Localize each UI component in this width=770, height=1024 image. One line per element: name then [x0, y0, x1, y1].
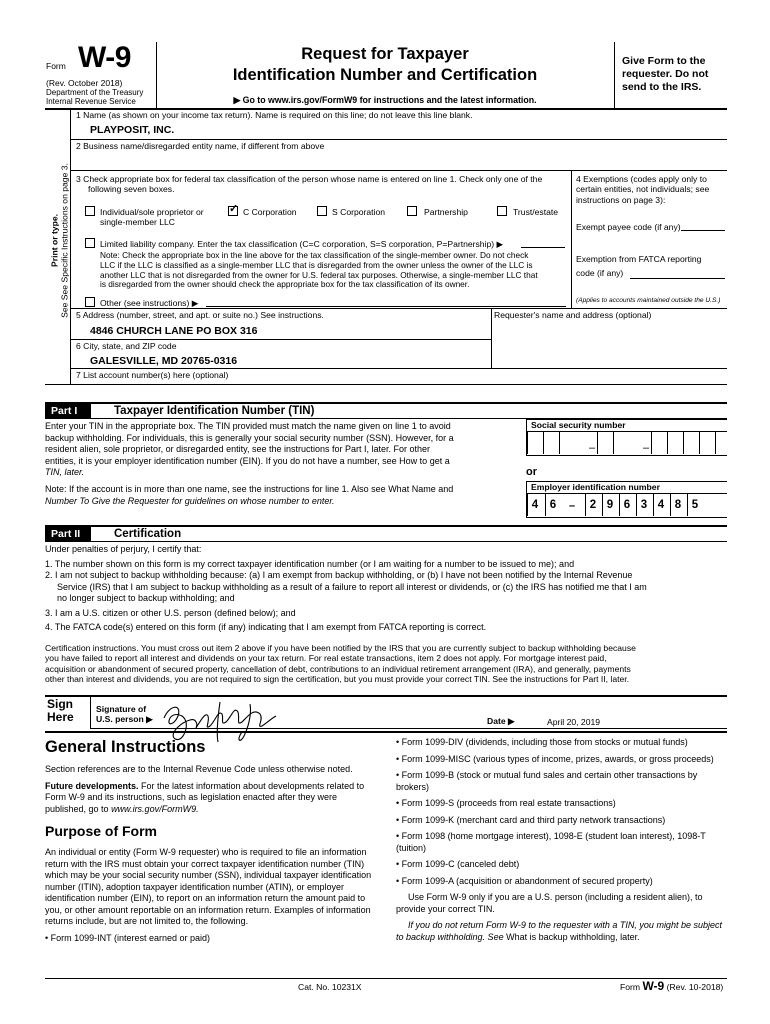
bullet-1098: • Form 1098 (home mortgage interest), 1098-E (student loan interest), 1098-T (tuition) [396, 831, 706, 853]
llc-checkbox[interactable] [85, 238, 95, 248]
c-corporation-label: C Corporation [243, 207, 297, 217]
ein-digit: 2 [585, 494, 600, 516]
bullet-1099-int: • Form 1099-INT (interest earned or paid) [45, 932, 211, 943]
check-icon: ✓ [229, 203, 239, 215]
form-number: W-9 [78, 41, 131, 74]
other-field[interactable] [206, 306, 566, 307]
bullet-1099-b: • Form 1099-B (stock or mutual fund sales and certain other transactions by brokers) [396, 770, 698, 792]
purpose-text: An individual or entity (Form W-9 requester) who is required to file an information return with the IRS must obtain your correct taxpayer identification number (TIN) which may be your social security number (SSN), individual taxpayer identification number (ITIN), adoption taxpayer identification number (ATIN), or employer identification number (EIN), to report on an information return the amount paid to you, or other amount reportable on an information return. Examples of information returns include, but are not limited to, the following. [45, 847, 372, 927]
irs-link[interactable]: ▶ Go to www.irs.gov/FormW9 for instructions and the latest information. [233, 95, 537, 105]
c-corporation-checkbox[interactable] [228, 203, 239, 216]
partnership-checkbox[interactable] [407, 206, 417, 216]
line6-label: 6 City, state, and ZIP code [76, 341, 177, 351]
date-field[interactable]: April 20, 2019 [547, 717, 601, 727]
line1-label: 1 Name (as shown on your income tax return). Name is required on this line; do not leave this line blank. [76, 110, 473, 120]
ein-digit: 5 [687, 494, 702, 516]
certification-text: Under penalties of perjury, I certify that: 1. The number shown on this form is my correct taxpayer identification number (or I am waiting for a number to be issued to me); and 2. I am not subject to backup withholding because: (a) I am exempt from backup withholding, or (b) I have not been notified by the Internal Revenue Service (IRS) that I am subject to backup withholding as a result of a failure to report all interest or dividends, or (c) the IRS has notified me that I am no longer subject to backup withholding; and 3. I am a U.S. citizen or other U.S. person (defined below); and 4. The FATCA code(s) entered on this form (if any) indicating that I am exempt from FATCA reporting is correct. [45, 544, 647, 633]
s-corporation-label: S Corporation [332, 207, 386, 217]
part2-label: Part II [45, 527, 91, 541]
tin-instructions: Enter your TIN in the appropriate box. The TIN provided must match the name given on line 1 to avoid backup withholding. For individuals, this is generally your social security number (SSN). However, for a resident alien, sole proprietor, or disregarded entity, see the instructions for Part I, later. For other entities, it is your employer identification number (EIN). If you do not have a number, see How to get a TIN, later. [45, 421, 454, 478]
part1-label: Part I [45, 404, 91, 418]
right-column [396, 737, 726, 948]
section-references: Section references are to the Internal Revenue Code unless otherwise noted. [45, 764, 353, 775]
exempt-payee-field[interactable] [681, 230, 725, 231]
form-title-line2: Identification Number and Certification [232, 66, 538, 84]
line5-label: 5 Address (number, street, and apt. or suite no.) See instructions. [76, 310, 324, 320]
requester-label: Requester's name and address (optional) [494, 310, 652, 320]
individual-label: Individual/sole proprietor or single-member LLC [100, 207, 204, 228]
trust-estate-label: Trust/estate [513, 207, 559, 217]
line7-label: 7 List account number(s) here (optional) [76, 370, 229, 380]
address-field[interactable]: 4846 CHURCH LANE PO BOX 316 [90, 325, 258, 337]
bullet-1099-s: • Form 1099-S (proceeds from real estate transactions) [396, 798, 616, 809]
city-state-zip-field[interactable]: GALESVILLE, MD 20765-0316 [90, 355, 238, 367]
bullet-1099-a: • Form 1099-A (acquisition or abandonment of secured property) [396, 875, 653, 886]
future-developments: Future developments. For the latest information about developments related to Form W-9 and its instructions, such as legislation enacted after they were published, go to www.irs.gov/FormW9. [45, 780, 365, 814]
ein-digit: 3 [636, 494, 651, 516]
ssn-field[interactable]: – – [526, 432, 727, 456]
s-corporation-checkbox[interactable] [317, 206, 327, 216]
left-column [45, 737, 373, 949]
use-form-text: Use Form W-9 only if you are a U.S. person (including a resident alien), to provide your correct TIN. [396, 892, 703, 914]
ein-digit: 6 [545, 494, 560, 516]
other-checkbox[interactable] [85, 297, 95, 307]
line3-label: 3 Check appropriate box for federal tax classification of the person whose name is entered on line 1. Check only one of the following seven boxes. [76, 174, 543, 195]
date-label: Date ▶ [487, 716, 515, 726]
revision-date: (Rev. October 2018) [46, 78, 123, 88]
ssn-label: Social security number [526, 419, 727, 432]
signature-label: Signature of U.S. person ▶ [96, 704, 153, 724]
trust-estate-checkbox[interactable] [497, 206, 507, 216]
footer-form-id: Form W-9 (Rev. 10-2018) [620, 979, 724, 993]
ein-digit: 6 [619, 494, 634, 516]
bullet-1099-k: • Form 1099-K (merchant card and third party network transactions) [396, 814, 666, 825]
fatca-applies-note: (Applies to accounts maintained outside the U.S.) [576, 297, 721, 304]
bullet-1099-misc: • Form 1099-MISC (various types of income, prizes, awards, or gross proceeds) [396, 753, 714, 764]
account-number-field[interactable] [45, 384, 727, 385]
ein-label: Employer identification number [526, 481, 727, 494]
line2-label: 2 Business name/disregarded entity name, if different from above [76, 141, 325, 151]
llc-classification-field[interactable] [521, 247, 565, 248]
llc-label: Limited liability company. Enter the tax classification (C=C corporation, S=S corporation, P=Partnership) ▶ [100, 239, 504, 249]
ein-digit: 8 [670, 494, 685, 516]
exemptions-label: 4 Exemptions (codes apply only to certain entities, not individuals; see instructions on page 3): [576, 174, 710, 205]
ein-field[interactable]: 4 6 – 2 9 6 3 4 8 5 [526, 494, 727, 518]
purpose-heading: Purpose of Form [45, 823, 158, 840]
or-label: or [526, 466, 537, 478]
fatca-label: Exemption from FATCA reporting code (if any) [576, 254, 702, 278]
bullet-1099-div: • Form 1099-DIV (dividends, including those from stocks or mutual funds) [396, 737, 688, 747]
backup-withholding-text: If you do not return Form W-9 to the requester with a TIN, you might be subject to backup withholding. See What is backup withholding, later. [396, 920, 722, 942]
fatca-field[interactable] [630, 278, 725, 279]
partnership-label: Partnership [424, 207, 468, 217]
ein-digit: 9 [602, 494, 617, 516]
llc-note: Note: Check the appropriate box in the line above for the tax classification of the single-member owner. Do not check LLC if the LLC is classified as a single-member LLC that is disregarded from the owner unless the owner of the LLC is another LLC that is not disregarded from the owner for U.S. federal tax purposes. Otherwise, a single-member LLC that is disregarded from the owner should check the appropriate box for the tax classification of its owner. [100, 250, 538, 290]
catalog-number: Cat. No. 10231X [298, 982, 362, 992]
side-instructions: Print or type. See See Specific Instructions on page 3. [49, 163, 70, 318]
bullet-1099-c: • Form 1099-C (canceled debt) [396, 859, 520, 870]
individual-checkbox[interactable] [85, 206, 95, 216]
give-form-notice: Give Form to the requester. Do not send to the IRS. [622, 55, 709, 94]
tin-note: Note: If the account is in more than one name, see the instructions for line 1. Also see What Name and Number To Give the Requester for guidelines on whose number to enter. [45, 484, 454, 506]
agency: Internal Revenue Service [46, 97, 136, 106]
ein-digit: 4 [527, 494, 542, 516]
ein-digit: 4 [653, 494, 668, 516]
part2-title: Certification [114, 528, 182, 540]
department: Department of the Treasury [46, 88, 144, 97]
form-word: Form [46, 61, 66, 71]
form-title-line1: Request for Taxpayer [301, 45, 469, 63]
certification-instructions: Certification instructions. You must cross out item 2 above if you have been notified by the IRS that you are currently subject to backup withholding because you have failed to report all interest and dividends on your tax return. For real estate transactions, item 2 does not apply. For mortgage interest paid, acquisition or abandonment of secured property, cancellation of debt, contributions to an individual retirement arrangement (IRA), and generally, payments other than interest and dividends, you are not required to sign the certification, but you must provide your correct TIN. See the instructions for Part II, later. [45, 643, 636, 685]
part1-title: Taxpayer Identification Number (TIN) [114, 405, 315, 417]
name-field[interactable]: PLAYPOSIT, INC. [90, 124, 175, 136]
other-label: Other (see instructions) ▶ [100, 298, 199, 308]
exempt-payee-label: Exempt payee code (if any) [576, 222, 681, 232]
general-instructions-heading: General Instructions [45, 738, 206, 756]
sign-here-label: Sign Here [47, 697, 74, 725]
